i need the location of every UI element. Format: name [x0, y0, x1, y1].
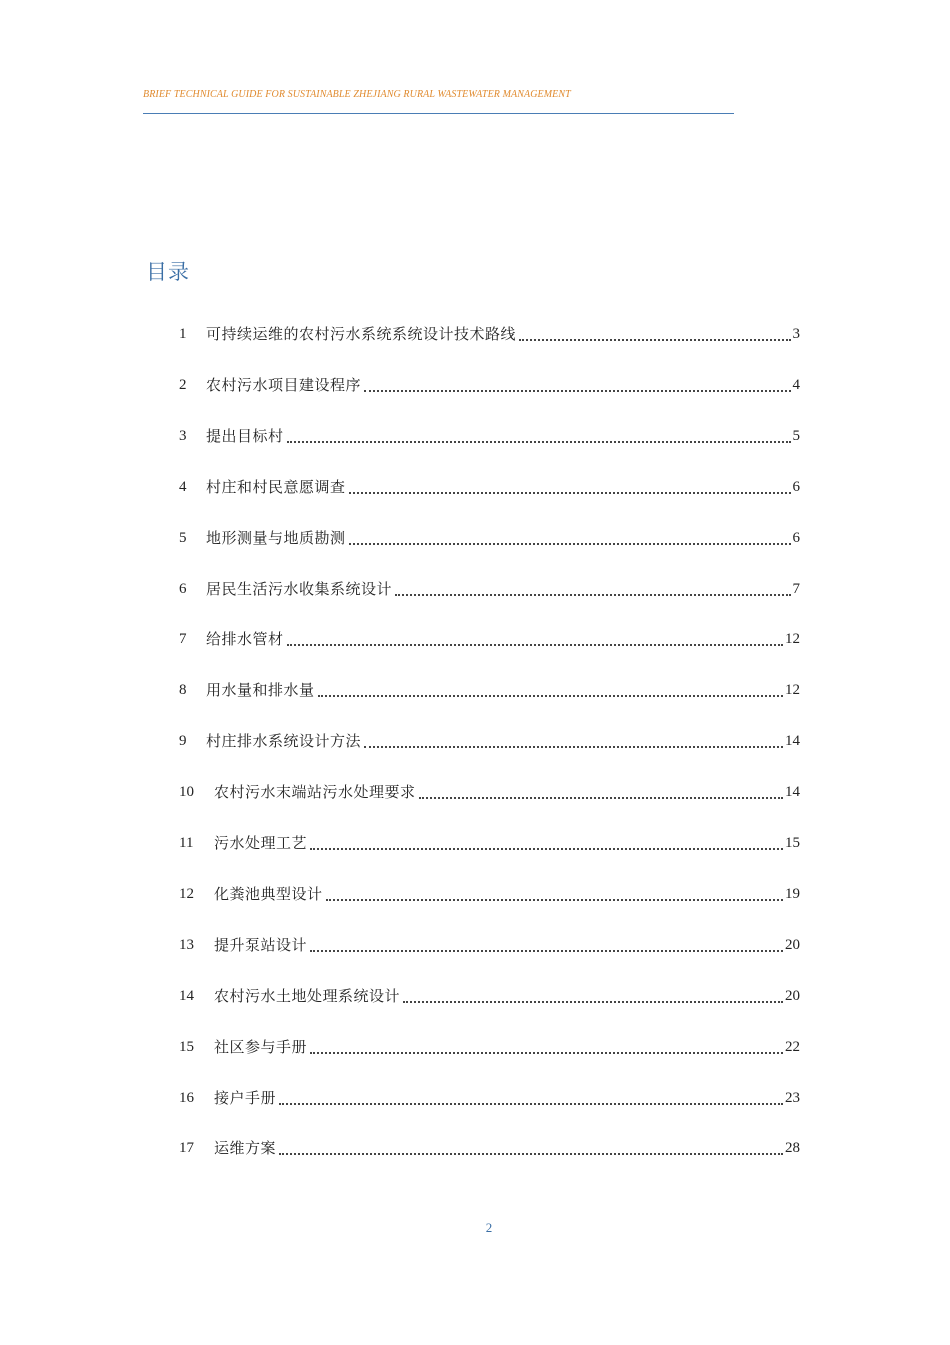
toc-leader-dots: [364, 380, 790, 392]
toc-entry[interactable]: [179, 575, 800, 603]
toc-leader-dots: [364, 736, 783, 748]
toc-entry-label: 用水量和排水量: [206, 681, 315, 700]
toc-entry-label: 社区参与手册: [214, 1037, 308, 1056]
toc-leader-dots: [310, 838, 783, 850]
toc-entry-label: 农村污水土地处理系统设计: [214, 986, 401, 1005]
toc-entry-page: 3: [792, 326, 800, 342]
toc-entry-number: 2: [179, 376, 187, 393]
toc-entry[interactable]: [179, 524, 800, 552]
toc-entry-number: 16: [179, 1089, 194, 1106]
toc-entry-number: 12: [179, 885, 194, 902]
toc-leader-dots: [279, 1093, 783, 1105]
toc-leader-dots: [318, 685, 783, 697]
page-number: 2: [485, 1220, 493, 1235]
toc-entry-label: 农村污水项目建设程序: [206, 375, 362, 394]
toc-entry-label: 村庄排水系统设计方法: [206, 732, 362, 751]
toc-entry-label: 提升泵站设计: [214, 935, 308, 954]
toc-leader-dots: [519, 329, 790, 341]
toc-entry[interactable]: [179, 1084, 800, 1112]
toc-entry[interactable]: [179, 320, 800, 348]
toc-entry-page: 12: [785, 682, 800, 699]
toc-entry-number: 8: [179, 682, 187, 699]
toc-entry-number: 17: [179, 1140, 194, 1157]
toc-leader-dots: [419, 787, 783, 799]
toc-entry-label: 村庄和村民意愿调查: [206, 477, 346, 496]
toc-entry[interactable]: [179, 931, 800, 959]
toc-entry-label: 提出目标村: [206, 426, 284, 445]
toc-entry-number: 4: [179, 478, 187, 495]
toc-entry-number: 11: [179, 835, 194, 851]
toc-entry-number: 6: [179, 580, 187, 597]
toc-entry-page: 12: [785, 631, 800, 648]
toc-entry[interactable]: [179, 473, 800, 501]
toc-entry[interactable]: [179, 880, 800, 908]
toc-entry-label: 地形测量与地质勘测: [206, 528, 346, 547]
toc-entry-number: 15: [179, 1038, 194, 1055]
toc-entry-page: 14: [785, 733, 800, 750]
toc-leader-dots: [310, 940, 783, 952]
toc-entry-page: 14: [785, 784, 800, 801]
toc-entry-page: 6: [792, 478, 800, 495]
toc-entry-page: 6: [792, 529, 800, 546]
toc-leader-dots: [310, 1042, 783, 1054]
toc-entry-number: 13: [179, 936, 194, 953]
toc-entry-label: 运维方案: [214, 1139, 277, 1158]
toc-entry-label: 农村污水末端站污水处理要求: [214, 783, 416, 802]
toc-leader-dots: [403, 991, 783, 1003]
toc-entry[interactable]: [179, 778, 800, 806]
toc-entry[interactable]: [179, 982, 800, 1010]
toc-entry-label: 给排水管材: [206, 630, 284, 649]
toc-leader-dots: [349, 533, 791, 545]
toc-entry-page: 5: [792, 427, 800, 444]
toc-entry-number: 3: [179, 427, 187, 444]
toc-entry-page: 22: [785, 1038, 800, 1055]
toc-entry-page: 4: [792, 376, 800, 393]
toc-leader-dots: [279, 1143, 783, 1155]
toc-entry[interactable]: [179, 676, 800, 704]
toc-title: 目录: [146, 260, 190, 284]
toc-entry-page: 15: [785, 835, 800, 851]
toc-entry[interactable]: [179, 1134, 800, 1162]
toc-leader-dots: [349, 482, 791, 494]
toc-entry[interactable]: [179, 371, 800, 399]
toc-entry-page: 23: [785, 1089, 800, 1106]
toc-entry-label: 化粪池典型设计: [214, 884, 323, 903]
toc-entry-number: 10: [179, 784, 194, 801]
toc-leader-dots: [326, 889, 783, 901]
toc-entry-page: 7: [792, 580, 800, 597]
toc-entry-number: 5: [179, 529, 187, 546]
header-divider: [143, 113, 734, 114]
toc-leader-dots: [287, 431, 791, 443]
toc-entry-label: 接户手册: [214, 1088, 277, 1107]
running-header: BRIEF TECHNICAL GUIDE FOR SUSTAINABLE ZHEJIANG RURAL WASTEWATER MANAGEMENT: [143, 89, 571, 100]
toc-entry-label: 可持续运维的农村污水系统系统设计技术路线: [206, 325, 517, 343]
toc-entry-number: 14: [179, 987, 194, 1004]
toc-entry-number: 7: [179, 631, 187, 648]
toc-entry[interactable]: [179, 1033, 800, 1061]
toc-entry-page: 19: [785, 885, 800, 902]
toc-entry-page: 20: [785, 936, 800, 953]
toc-entry[interactable]: [179, 829, 800, 857]
toc-entry-page: 28: [785, 1140, 800, 1157]
toc-entry[interactable]: [179, 625, 800, 653]
toc-leader-dots: [395, 584, 790, 596]
toc-entry-number: 9: [179, 733, 187, 750]
toc-entry[interactable]: [179, 422, 800, 450]
toc-leader-dots: [287, 634, 783, 646]
toc-entry-number: 1: [179, 326, 187, 342]
toc-entry-label: 居民生活污水收集系统设计: [206, 579, 393, 598]
toc-entry-label: 污水处理工艺: [214, 834, 308, 852]
toc-entry[interactable]: [179, 727, 800, 755]
toc-entry-page: 20: [785, 987, 800, 1004]
